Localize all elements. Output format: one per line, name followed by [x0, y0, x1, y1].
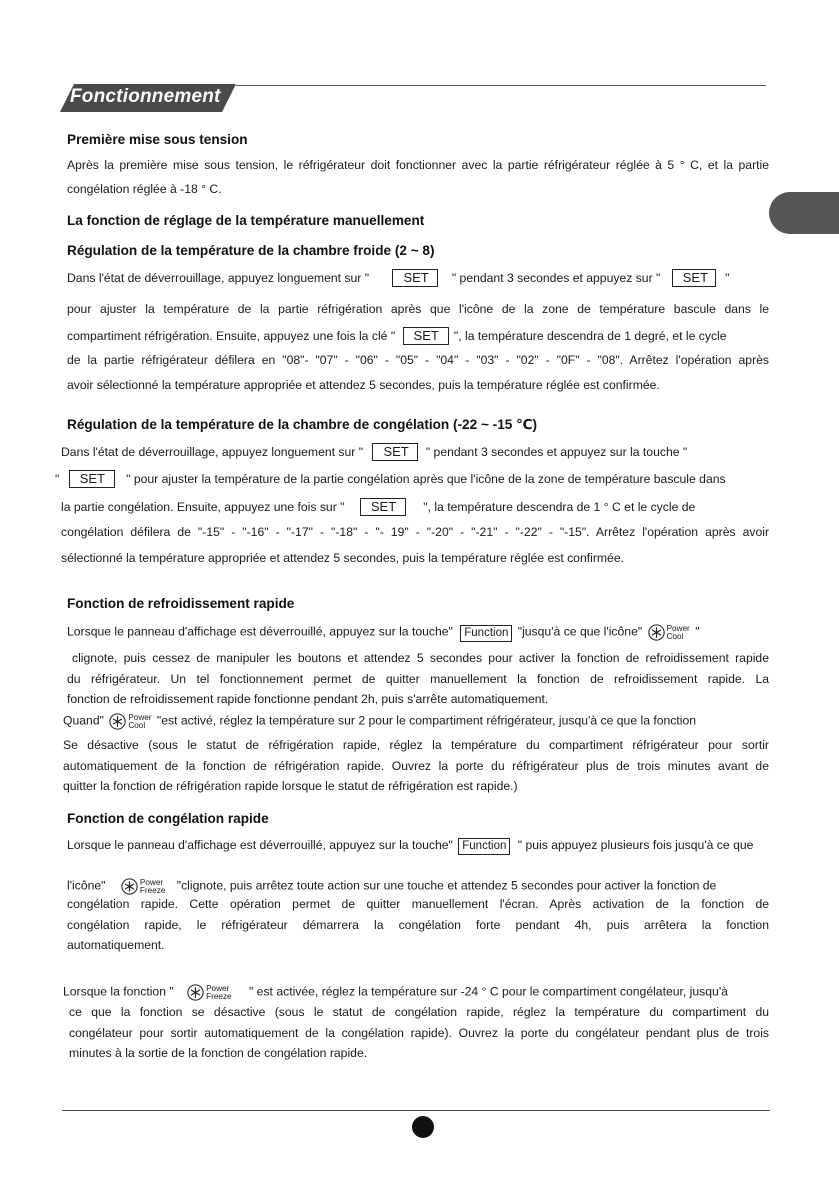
- power-freeze-label: [206, 985, 231, 1001]
- paragraph-line: [61, 443, 687, 461]
- text-run: Dans l'état de déverrouillage, appuyez longuement sur ": [61, 445, 364, 459]
- snowflake-icon: [187, 984, 204, 1001]
- text-run: "est activé, réglez la température sur 2 pour le compartiment réfrigérateur, jusqu'à ce que la fonction: [156, 713, 697, 728]
- icon-label-line: Power: [206, 983, 230, 993]
- snowflake-icon: [648, 624, 665, 641]
- paragraph-line: [63, 984, 728, 1001]
- icon-label-line: Cool: [128, 720, 146, 730]
- paragraph-line: [67, 327, 727, 345]
- page-marker: [412, 1116, 434, 1138]
- text-run: la partie congélation. Ensuite, appuyez une fois sur ": [61, 500, 345, 514]
- text-run: Dans l'état de déverrouillage, appuyez longuement sur ": [67, 271, 370, 285]
- text-run: " pendant 3 secondes et appuyez sur ": [451, 271, 661, 285]
- paragraph-line: [67, 269, 729, 287]
- icon-label-line: Cool: [666, 631, 684, 641]
- power-cool-label: [128, 714, 151, 730]
- power-freeze-icon: [121, 878, 165, 895]
- power-cool-label: [667, 625, 690, 641]
- icon-label-line: Freeze: [206, 991, 232, 1001]
- section-title-fridge: Régulation de la température de la chambre froide (2 ~ 8): [67, 243, 435, 258]
- paragraph-line: [63, 713, 696, 730]
- paragraph-line: Se désactive (sous le statut de réfrigération rapide, réglez la température du compartiment réfrigérateur pour sortir: [63, 738, 769, 752]
- set-key: SET: [360, 498, 406, 516]
- section-title-freezer: Régulation de la température de la chambre de congélation (-22 ~ -15 ℃): [67, 417, 538, 432]
- paragraph-line: [61, 498, 695, 516]
- paragraph-line: clignote, puis cessez de manipuler les boutons et attendez 5 secondes pour activer la fonction de refroidissement rapide: [72, 651, 769, 665]
- paragraph-line: Après la première mise sous tension, le réfrigérateur doit fonctionner avec la partie réfrigérateur réglée à 5 ° C, et la partie: [67, 158, 769, 172]
- text-run: Lorsque le panneau d'affichage est déverrouillé, appuyez sur la touche": [67, 838, 453, 852]
- side-tab: [769, 192, 839, 234]
- section-title-manual: La fonction de réglage de la température manuellement: [67, 213, 425, 228]
- footer-rule: [62, 1110, 770, 1111]
- text-run: ", la température descendra de 1 ° C et le cycle de: [423, 500, 696, 514]
- set-key: SET: [69, 470, 115, 488]
- text-run: l'icône": [67, 878, 106, 893]
- set-key: SET: [372, 443, 418, 461]
- power-cool-icon: [648, 624, 690, 641]
- text-run: ": [695, 624, 700, 639]
- paragraph-line: de la partie réfrigérateur défilera en "08"- "07" - "06" - "05" - "04" - "03" - "02" - "0F" - "08". Arrêtez l'opération après: [67, 353, 769, 367]
- paragraph-line: ce que la fonction se désactive (sous le statut de congélation rapide, réglez la température du compartiment du: [69, 1005, 769, 1019]
- paragraph-line: congélation rapide. Cette opération permet de quitter manuellement l'écran. Après activation de la fonction de: [67, 897, 769, 911]
- text-run: Quand": [63, 713, 104, 728]
- power-freeze-label: [140, 879, 165, 895]
- paragraph-line: congélation défilera de "-15" - "-16" - "-17" - "-18" - "- 19" - "-20" - "-21" - "-22" - "-15". Arrêtez l'opération après avoir: [61, 525, 769, 539]
- text-run: Lorsque la fonction ": [63, 984, 174, 999]
- icon-label-line: Power: [666, 623, 690, 633]
- text-run: " pour ajuster la température de la partie congélation après que l'icône de la zone de température bascule dans: [126, 472, 726, 486]
- text-run: compartiment réfrigération. Ensuite, appuyez une fois la clé ": [67, 329, 396, 343]
- text-run: ": [55, 472, 60, 486]
- text-run: "jusqu'à ce que l'icône": [517, 624, 643, 639]
- text-run: " est activée, réglez la température sur -24 ° C pour le compartiment congélateur, jusqu'à: [248, 984, 728, 999]
- paragraph-line: congélation réglée à -18 ° C.: [67, 182, 222, 196]
- icon-label-line: Power: [128, 712, 152, 722]
- section-title-rapid-cool: Fonction de refroidissement rapide: [67, 596, 295, 611]
- paragraph-line: sélectionné la température appropriée et attendez 5 secondes, puis la température réglée est confirmée.: [61, 551, 624, 565]
- section-title-first-power: Première mise sous tension: [67, 132, 248, 147]
- paragraph-line: du réfrigérateur. Un tel fonctionnement permet de quitter manuellement la fonction de refroidissement rapide. La: [67, 672, 769, 686]
- icon-label-line: Power: [139, 877, 164, 887]
- set-key: SET: [392, 269, 438, 287]
- text-run: ": [725, 271, 730, 285]
- paragraph-line: pour ajuster la température de la partie réfrigération après que l'icône de la zone de température bascule dans le: [67, 302, 769, 316]
- text-run: "clignote, puis arrêtez toute action sur une touche et attendez 5 secondes pour activer la fonction de: [176, 878, 717, 893]
- paragraph-line: automatiquement de la fonction de réfrigération rapide. Ouvrez la porte du réfrigérateur plus de trois minutes avant de: [63, 759, 769, 773]
- paragraph-line: automatiquement.: [67, 938, 165, 952]
- text-run: " puis appuyez plusieurs fois jusqu'à ce que: [517, 838, 754, 852]
- icon-label-line: Freeze: [139, 885, 166, 895]
- paragraph-line: [67, 878, 716, 895]
- text-run: Lorsque le panneau d'affichage est déverrouillé, appuyez sur la touche": [67, 624, 453, 639]
- paragraph-line: fonction de refroidissement rapide fonctionne pendant 2h, puis s'arrête automatiquement.: [67, 692, 549, 706]
- page-title: Fonctionnement: [70, 86, 221, 107]
- text-run: ", la température descendra de 1 degré, et le cycle: [453, 329, 727, 343]
- set-key: SET: [672, 269, 716, 287]
- paragraph-line: minutes à la sortie de la fonction de congélation rapide.: [69, 1046, 368, 1060]
- paragraph-line: congélation rapide, le réfrigérateur démarrera la congélation forte pendant 4h, puis arrêtera la fonction: [67, 918, 769, 932]
- paragraph-line: avoir sélectionné la température appropriée et attendez 5 secondes, puis la température réglée est confirmée.: [67, 378, 660, 392]
- paragraph-line: quitter la fonction de réfrigération rapide lorsque le statut de réfrigération est rapide.): [63, 779, 518, 793]
- set-key: SET: [403, 327, 449, 345]
- paragraph-line: congélateur pour sortir automatiquement de la congélation rapide). Ouvrez la porte du congélateur pendant plus de trois: [69, 1026, 769, 1040]
- power-cool-icon: [109, 713, 151, 730]
- text-run: " pendant 3 secondes et appuyez sur la touche ": [425, 445, 688, 459]
- header-rule: [236, 85, 766, 86]
- paragraph-line: [55, 470, 726, 488]
- paragraph-line: [67, 838, 753, 855]
- function-key: Function: [460, 625, 512, 642]
- snowflake-icon: [121, 878, 138, 895]
- section-title-rapid-freeze: Fonction de congélation rapide: [67, 811, 269, 826]
- paragraph-line: [67, 624, 700, 642]
- function-key: Function: [458, 838, 510, 855]
- power-freeze-icon: [187, 984, 231, 1001]
- snowflake-icon: [109, 713, 126, 730]
